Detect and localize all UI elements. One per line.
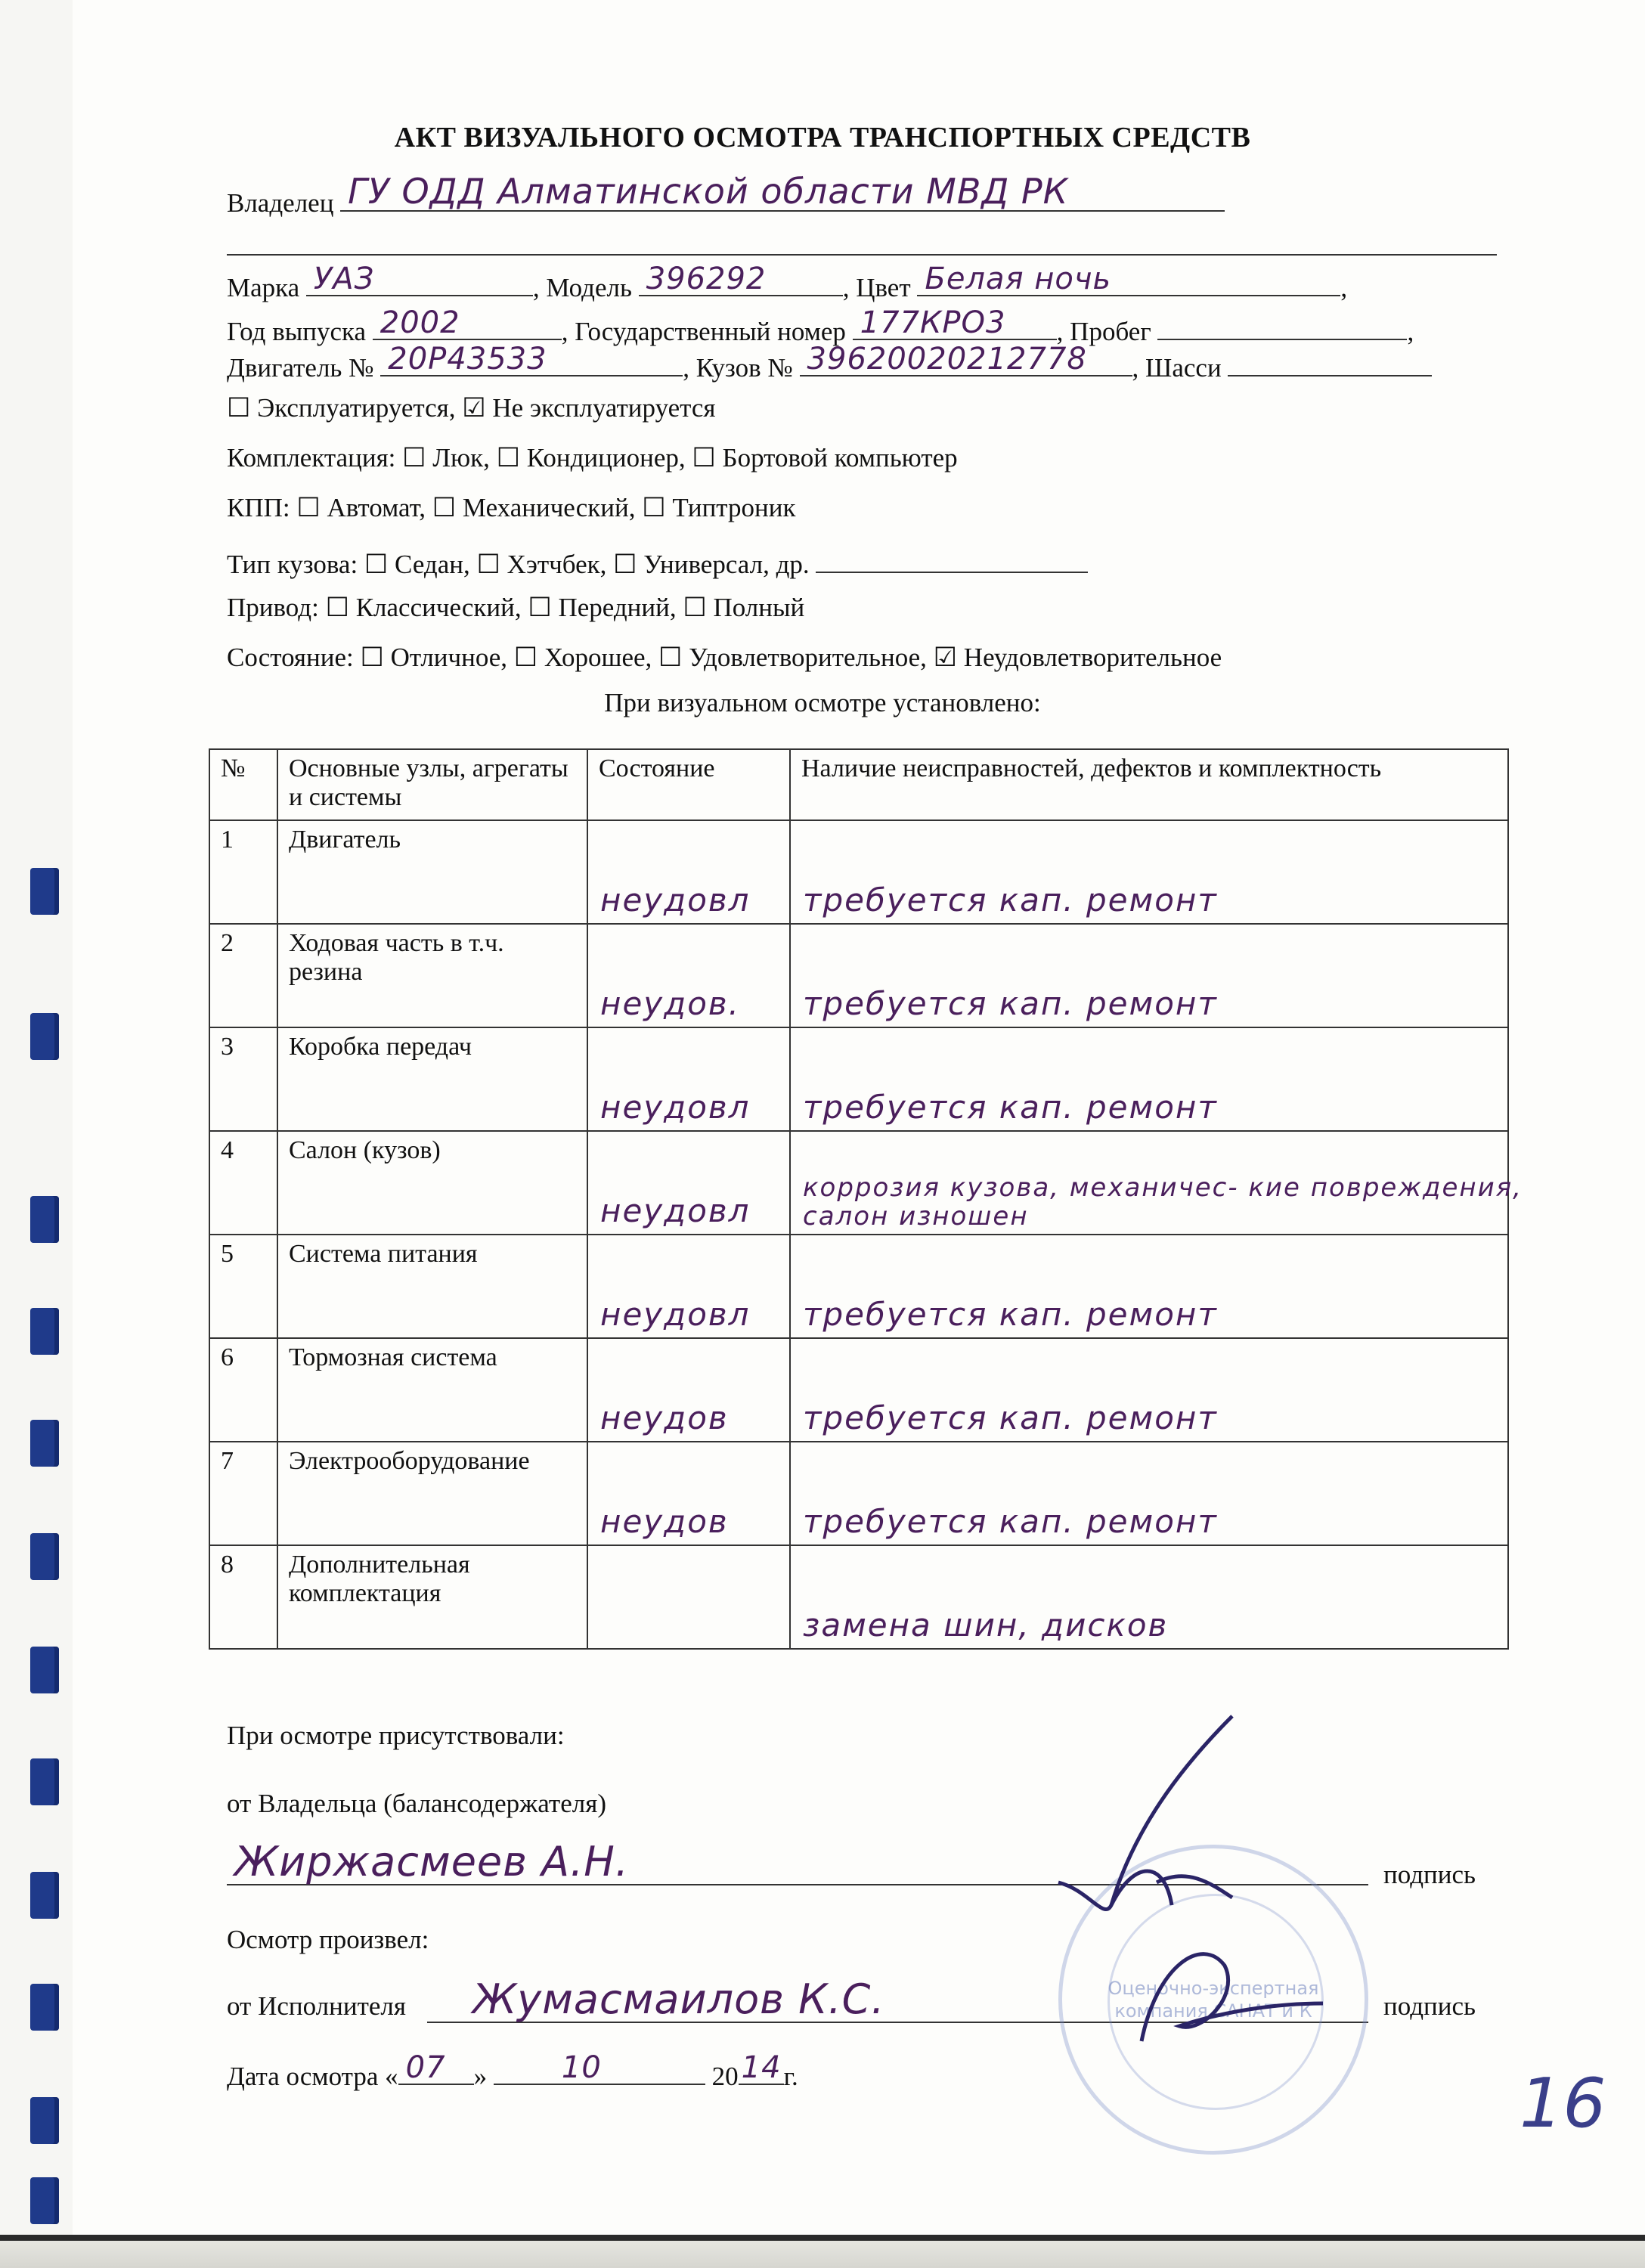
- date-month-field[interactable]: [494, 2050, 705, 2085]
- drive-options[interactable]: Привод: ☐ Классический, ☐ Передний, ☐ Полный: [227, 593, 805, 622]
- owner-signature: [1043, 1709, 1270, 1935]
- date-year-prefix: 20: [711, 2062, 739, 2091]
- owner-line: [227, 171, 1225, 218]
- row-node: Двигатель: [277, 820, 587, 924]
- row-defects-value: требуется кап. ремонт: [803, 881, 1218, 919]
- gearbox-options[interactable]: КПП: ☐ Автомат, ☐ Механический, ☐ Типтроник: [227, 493, 796, 522]
- row-node: Тормозная система: [277, 1338, 587, 1442]
- model-label: , Модель: [532, 273, 632, 302]
- binding-ring: [30, 1420, 59, 1467]
- table-row: [209, 820, 1508, 924]
- row-num: 7: [209, 1442, 277, 1545]
- brand-field[interactable]: [306, 262, 533, 296]
- row-num: 2: [209, 924, 277, 1027]
- row-state-value: неудов: [600, 1399, 729, 1436]
- table-row: [209, 1027, 1508, 1131]
- date-label: Дата осмотра «: [227, 2062, 398, 2091]
- row-state-value: неудовл: [600, 1296, 751, 1333]
- row-num: 8: [209, 1545, 277, 1649]
- row-node: Ходовая часть в т.ч. резина: [277, 924, 587, 1027]
- owner-field[interactable]: [340, 171, 1225, 212]
- chassis-field[interactable]: [1228, 346, 1432, 376]
- row-state[interactable]: [587, 1131, 790, 1235]
- operation-status[interactable]: ☐ Эксплуатируется, ☑ Не эксплуатируется: [227, 393, 716, 423]
- binding-ring: [30, 1758, 59, 1805]
- binding-ring: [30, 1308, 59, 1355]
- row-num: 4: [209, 1131, 277, 1235]
- row-defects-value: требуется кап. ремонт: [803, 1089, 1218, 1126]
- table-row: [209, 1545, 1508, 1649]
- engine-field[interactable]: [380, 342, 683, 376]
- binding-ring: [30, 1196, 59, 1243]
- row-num: 3: [209, 1027, 277, 1131]
- body-field[interactable]: [800, 342, 1132, 376]
- row-defects-value: требуется кап. ремонт: [803, 1503, 1218, 1540]
- owner-label: Владелец: [227, 188, 334, 218]
- row-defects-value: требуется кап. ремонт: [803, 985, 1218, 1022]
- row-state[interactable]: [587, 1338, 790, 1442]
- table-row: [209, 924, 1508, 1027]
- body-value: 39620020212778: [807, 342, 1087, 376]
- inspection-date: [227, 2050, 798, 2092]
- year-label: Год выпуска: [227, 317, 367, 346]
- defects-table: [209, 748, 1523, 1650]
- page-bottom-edge: [0, 2235, 1645, 2268]
- row-defects[interactable]: [790, 1442, 1508, 1545]
- owner-rep-label: от Владельца (балансодержателя): [227, 1789, 606, 1818]
- table-header-row: [209, 749, 1508, 820]
- row-node: Электрооборудование: [277, 1442, 587, 1545]
- row-state[interactable]: [587, 1027, 790, 1131]
- header-state: Состояние: [587, 749, 790, 820]
- mileage-field[interactable]: [1157, 310, 1407, 340]
- row-defects[interactable]: [790, 820, 1508, 924]
- owner-rep-name: Жиржасмеев А.Н.: [234, 1838, 630, 1885]
- row-defects[interactable]: [790, 1545, 1508, 1649]
- brand-value: УАЗ: [313, 262, 375, 296]
- brand-label: Марка: [227, 273, 300, 302]
- row-defects-value: замена шин, дисков: [803, 1606, 1169, 1644]
- date-suffix: г.: [783, 2062, 798, 2091]
- color-label: , Цвет: [842, 273, 911, 302]
- row-defects-value: требуется кап. ремонт: [803, 1296, 1218, 1333]
- row-defects[interactable]: [790, 924, 1508, 1027]
- binding-ring: [30, 1647, 59, 1693]
- table-row: [209, 1131, 1508, 1235]
- plate-value: 177КРО3: [860, 305, 1006, 340]
- page-left-edge: [0, 0, 73, 2268]
- table-row: [209, 1235, 1508, 1338]
- row-state[interactable]: [587, 1442, 790, 1545]
- row-num: 1: [209, 820, 277, 924]
- table-row: [209, 1442, 1508, 1545]
- row-state[interactable]: [587, 820, 790, 924]
- binding-ring: [30, 1533, 59, 1580]
- owner-continuation-line: [227, 254, 1497, 256]
- row-defects[interactable]: [790, 1235, 1508, 1338]
- row-defects[interactable]: [790, 1338, 1508, 1442]
- header-num: №: [209, 749, 277, 820]
- row-defects-value: требуется кап. ремонт: [803, 1399, 1218, 1436]
- row-node: Салон (кузов): [277, 1131, 587, 1235]
- engine-label: Двигатель №: [227, 353, 374, 383]
- binding-ring: [30, 2097, 59, 2144]
- model-value: 396292: [646, 262, 767, 296]
- executor-signature: [1111, 1920, 1338, 2071]
- stamp-text: Оценочно-экспертная компания САНАТ и К: [1108, 1978, 1319, 2022]
- body-type-text: Тип кузова: ☐ Седан, ☐ Хэтчбек, ☐ Универсал, др.: [227, 550, 810, 579]
- row-node: Коробка передач: [277, 1027, 587, 1131]
- equipment-options[interactable]: Комплектация: ☐ Люк, ☐ Кондиционер, ☐ Бортовой компьютер: [227, 443, 958, 472]
- color-field[interactable]: [917, 262, 1340, 296]
- row-num: 6: [209, 1338, 277, 1442]
- row-state[interactable]: [587, 1545, 790, 1649]
- header-defects: Наличие неисправностей, дефектов и комплектность: [790, 749, 1508, 820]
- chassis-label: , Шасси: [1132, 353, 1222, 383]
- row-state-value: неудовл: [600, 1192, 751, 1229]
- date-year: 14: [741, 2050, 782, 2085]
- body-type-options[interactable]: [227, 543, 1088, 580]
- engine-value: 20Р43533: [388, 342, 547, 376]
- date-month: 10: [561, 2050, 602, 2085]
- header-node: Основные узлы, агрегаты и системы: [277, 749, 587, 820]
- table-row: [209, 1338, 1508, 1442]
- row-defects-value: коррозия кузова, механичес- кие повреждения, салон изношен: [803, 1173, 1523, 1232]
- row-num: 5: [209, 1235, 277, 1338]
- executor-signature-label: подпись: [1383, 1991, 1476, 2021]
- document-title: АКТ ВИЗУАЛЬНОГО ОСМОТРА ТРАНСПОРТНЫХ СРЕДСТВ: [394, 122, 1251, 153]
- row-defects[interactable]: [790, 1027, 1508, 1131]
- binding-ring: [30, 1013, 59, 1060]
- plate-field[interactable]: [853, 305, 1057, 340]
- page-number: 16: [1520, 2064, 1606, 2143]
- model-field[interactable]: [639, 262, 843, 296]
- row-state-value: неудов: [600, 1503, 729, 1540]
- executor-name: Жумасмаилов К.С.: [472, 1975, 885, 2023]
- binding-ring: [30, 1872, 59, 1919]
- body-label: , Кузов №: [683, 353, 793, 383]
- date-day: 07: [405, 2050, 446, 2085]
- row-state[interactable]: [587, 924, 790, 1027]
- date-separator: »: [473, 2062, 488, 2091]
- binding-ring: [30, 868, 59, 915]
- binding-ring: [30, 2177, 59, 2224]
- owner-value: ГУ ОДД Алматинской области МВД РК: [348, 171, 1069, 212]
- owner-signature-label: подпись: [1383, 1860, 1476, 1889]
- engine-line: [227, 342, 1432, 383]
- color-value: Белая ночь: [925, 262, 1112, 296]
- date-year-field[interactable]: [739, 2050, 784, 2085]
- date-day-field[interactable]: [398, 2050, 474, 2085]
- row-state-value: неудов.: [600, 985, 740, 1022]
- present-label: При осмотре присутствовали:: [227, 1721, 565, 1750]
- brand-line: Марка УАЗ , Модель 396292 , Цвет Белая ночь ,: [227, 262, 1348, 302]
- condition-options[interactable]: Состояние: ☐ Отличное, ☐ Хорошее, ☐ Удовлетворительное, ☑ Неудовлетворительное: [227, 643, 1222, 672]
- year-line: Год выпуска 2002 , Государственный номер 177КРО3 , Пробег ,: [227, 305, 1414, 346]
- executor-label: от Исполнителя: [227, 1991, 406, 2021]
- binding-ring: [30, 1984, 59, 2031]
- row-node: Система питания: [277, 1235, 587, 1338]
- body-type-other-field[interactable]: [816, 543, 1088, 573]
- row-state-value: неудовл: [600, 1089, 751, 1126]
- year-value: 2002: [379, 305, 460, 340]
- row-state-value: неудовл: [600, 881, 751, 919]
- row-defects[interactable]: [790, 1131, 1523, 1235]
- year-field[interactable]: [373, 305, 562, 340]
- row-node: Дополнительная комплектация: [277, 1545, 587, 1649]
- plate-label: , Государственный номер: [561, 317, 846, 346]
- inspector-label: Осмотр произвел:: [227, 1925, 429, 1954]
- inspection-subtitle: При визуальном осмотре установлено:: [604, 688, 1041, 717]
- mileage-label: , Пробег: [1056, 317, 1151, 346]
- row-state[interactable]: [587, 1235, 790, 1338]
